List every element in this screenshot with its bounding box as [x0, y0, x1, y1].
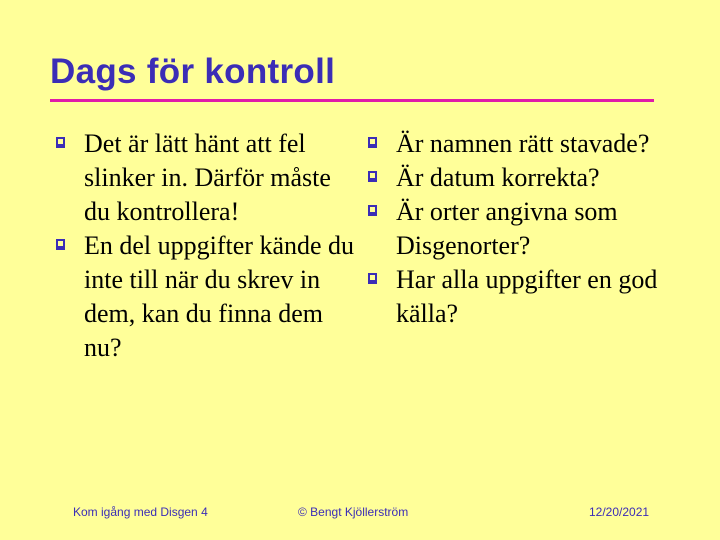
- left-bullet-list: [56, 127, 356, 365]
- square-bullet-icon: [368, 205, 377, 216]
- square-bullet-icon: [368, 273, 377, 284]
- bullet-item: [368, 195, 698, 263]
- footer-author: © Bengt Kjöllerström: [298, 505, 409, 519]
- bullet-item: [368, 127, 698, 161]
- bullet-item: [56, 229, 356, 365]
- square-bullet-icon: [368, 171, 377, 182]
- bullet-text: Är orter angivna som Disgenorter?: [396, 197, 618, 260]
- title-underline: [50, 99, 654, 102]
- bullet-text: Är datum korrekta?: [396, 163, 600, 192]
- footer-date: 12/20/2021: [589, 505, 650, 519]
- bullet-item: [368, 263, 698, 331]
- bullet-text: Har alla uppgifter en god källa?: [396, 265, 658, 328]
- bullet-text: En del uppgifter kände du inte till när du skrev in dem, kan du finna dem nu?: [84, 231, 355, 362]
- bullet-text: Är namnen rätt stavade?: [396, 129, 650, 158]
- right-bullet-list: [368, 127, 698, 331]
- square-bullet-icon: [368, 137, 377, 148]
- bullet-item: [368, 161, 698, 195]
- footer-course-title: Kom igång med Disgen 4: [73, 505, 208, 519]
- bullet-item: [56, 127, 356, 229]
- bullet-text: Det är lätt hänt att fel slinker in. Därför måste du kontrollera!: [84, 129, 331, 226]
- square-bullet-icon: [56, 239, 65, 250]
- slide-title: Dags för kontroll: [50, 52, 336, 91]
- square-bullet-icon: [56, 137, 65, 148]
